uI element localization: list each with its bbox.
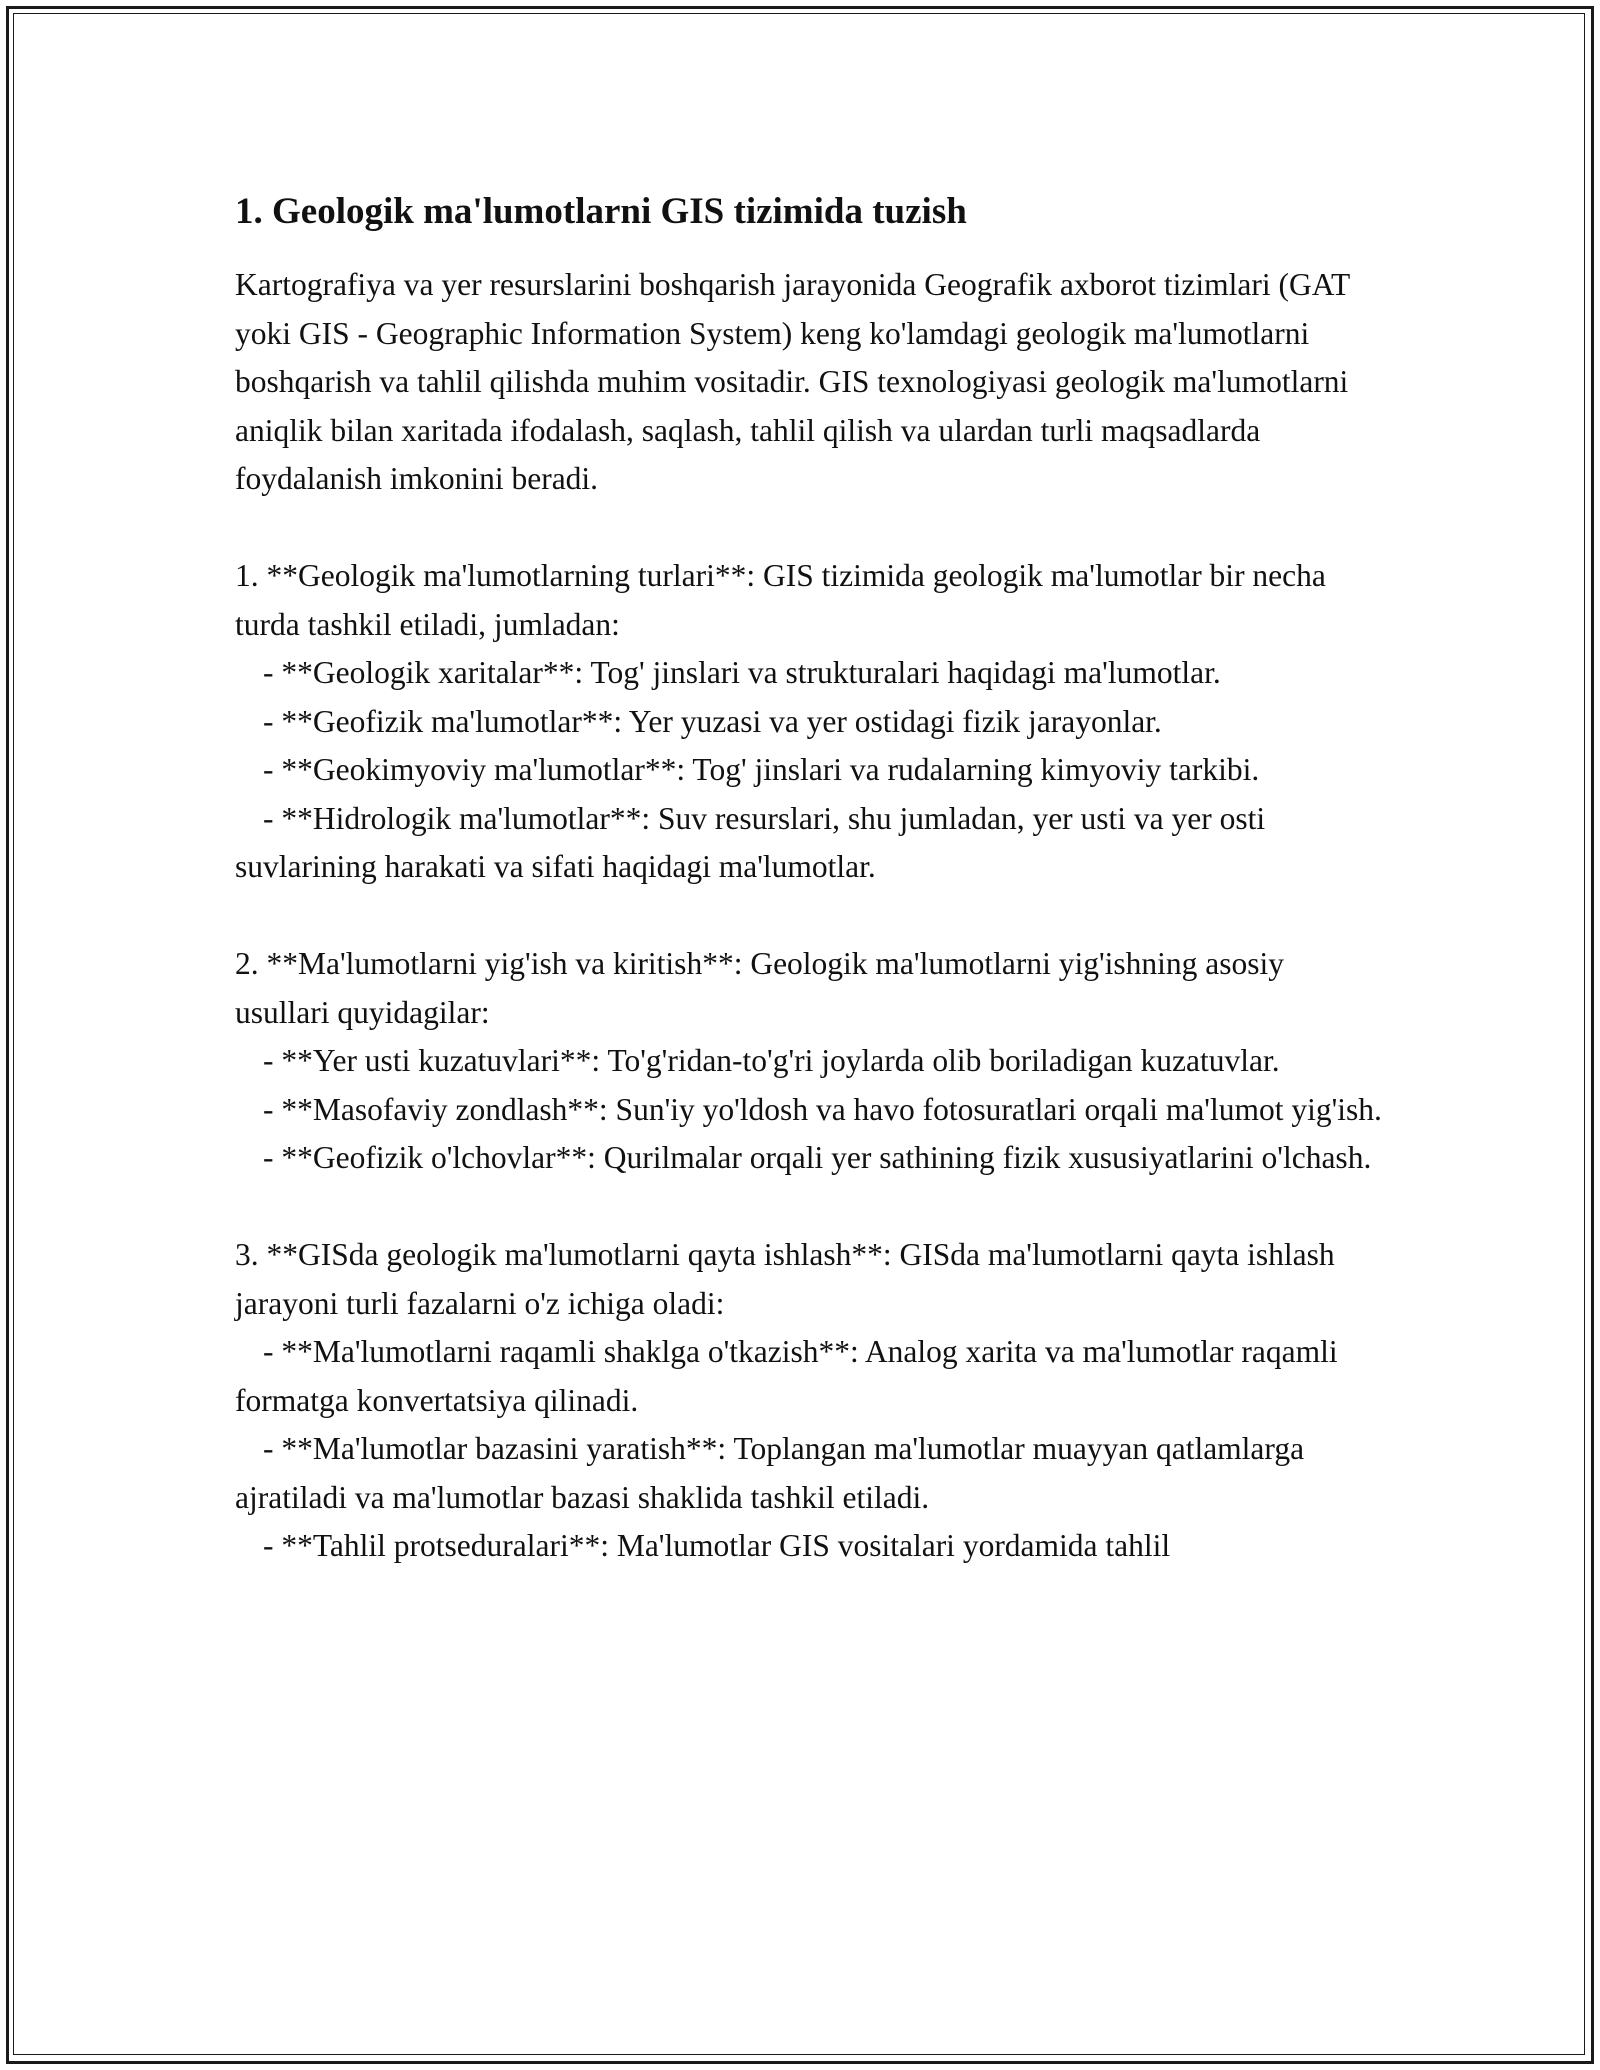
list-item: - **Geokimyoviy ma'lumotlar**: Tog' jinslari va rudalarning kimyoviy tarkibi. (263, 752, 1260, 787)
spacer (235, 1183, 1385, 1232)
section-heading: 1. **Geologik ma'lumotlarning turlari**: GIS tizimida geologik ma'lumotlar bir necha turda tashkil etiladi, jumladan: (235, 558, 1326, 642)
list-item: - **Masofaviy zondlash**: Sun'iy yo'ldosh va havo fotosuratlari orqali ma'lumot yig'ish. (263, 1091, 1382, 1127)
spacer (235, 892, 1385, 941)
list-item: - **Geofizik o'lchovlar**: Qurilmalar orqali yer sathining fizik xususiyatlarini o'lchash. (263, 1140, 1372, 1175)
list-item: - **Hidrologik ma'lumotlar**: Suv resurslari, shu jumladan, yer usti va yer osti suvlarining harakati va sifati haqidagi ma'lumotlar. (235, 800, 1266, 884)
section-1 (235, 552, 1385, 892)
document-title: 1. Geologik ma'lumotlarni GIS tizimida tuzish (235, 191, 967, 232)
section-heading: 2. **Ma'lumotlarni yig'ish va kiritish**: Geologik ma'lumotlarni yig'ishning asosiy usullari quyidagilar: (235, 946, 1285, 1030)
list-item: - **Yer usti kuzatuvlari**: To'g'ridan-to'g'ri joylarda olib boriladigan kuzatuvlar. (263, 1043, 1280, 1078)
section-heading: 3. **GISda geologik ma'lumotlarni qayta ishlash**: GISda ma'lumotlarni qayta ishlash jarayoni turli fazalarni o'z ichiga oladi: (235, 1237, 1335, 1321)
intro-paragraph: Kartografiya va yer resurslarini boshqarish jarayonida Geografik axborot tizimlari (GAT yoki GIS - Geographic Information System) keng ko'lamdagi geologik ma'lumotlarni boshqarish va tahlil qilishda muhim vositadir. GIS texnologiyasi geologik ma'lumotlarni aniqlik bilan xaritada ifodalash, saqlash, tahlil qilish va ulardan turli maqsadlarda foydalanish imkonini beradi. (235, 267, 1350, 496)
section-2 (235, 940, 1385, 1183)
list-item: - **Ma'lumotlar bazasini yaratish**: Toplangan ma'lumotlar muayyan qatlamlarga ajratiladi va ma'lumotlar bazasi shaklida tashkil etiladi. (235, 1431, 1305, 1515)
list-item: - **Geofizik ma'lumotlar**: Yer yuzasi va yer ostidagi fizik jarayonlar. (263, 703, 1162, 739)
spacer (235, 504, 1385, 553)
list-item: - **Ma'lumotlarni raqamli shaklga o'tkazish**: Analog xarita va ma'lumotlar raqamli formatga konvertatsiya qilinadi. (235, 1334, 1338, 1418)
list-item: - **Tahlil protseduralari**: Ma'lumotlar GIS vositalari yordamida tahlil (263, 1528, 1171, 1563)
list-item: - **Geologik xaritalar**: Tog' jinslari va strukturalari haqidagi ma'lumotlar. (263, 655, 1221, 690)
section-3 (235, 1231, 1385, 1571)
document-body (235, 186, 1385, 1571)
